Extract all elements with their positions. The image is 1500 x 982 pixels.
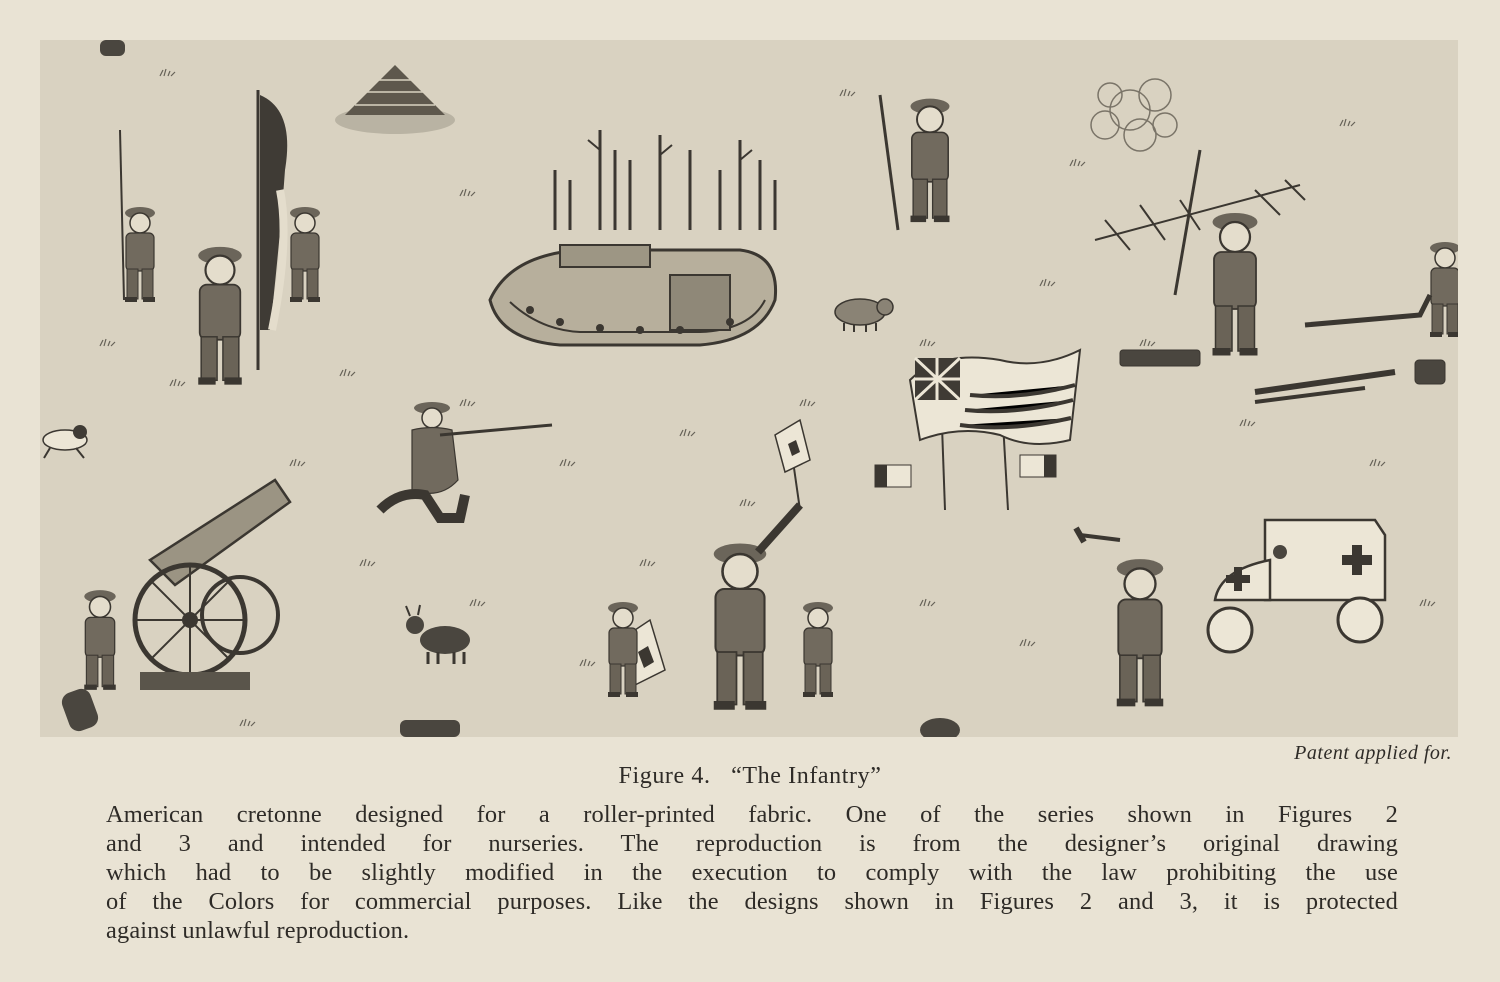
caption-line: which had to be slightly modified in the execution to comply with the law prohibiting the use bbox=[106, 859, 1398, 886]
caption-line: against unlawful reproduction. bbox=[106, 917, 410, 944]
tank-drawing bbox=[490, 245, 776, 345]
caption-line: and 3 and intended for nurseries. The reproduction is from the designer’s original drawing bbox=[106, 830, 1398, 857]
cretonne-illustration bbox=[40, 40, 1458, 737]
figure-caption bbox=[106, 800, 1398, 945]
figure-number: Figure 4. bbox=[618, 763, 711, 789]
caption-line: American cretonne designed for a roller-printed fabric. One of the series shown in Figures 2 bbox=[106, 801, 1398, 828]
figure-title bbox=[0, 763, 1500, 790]
figure-name: “The Infantry” bbox=[731, 763, 882, 789]
caption-line: of the Colors for commercial purposes. Like the designs shown in Figures 2 and 3, it is protected bbox=[106, 888, 1398, 915]
patent-note: Patent applied for. bbox=[1294, 742, 1452, 764]
